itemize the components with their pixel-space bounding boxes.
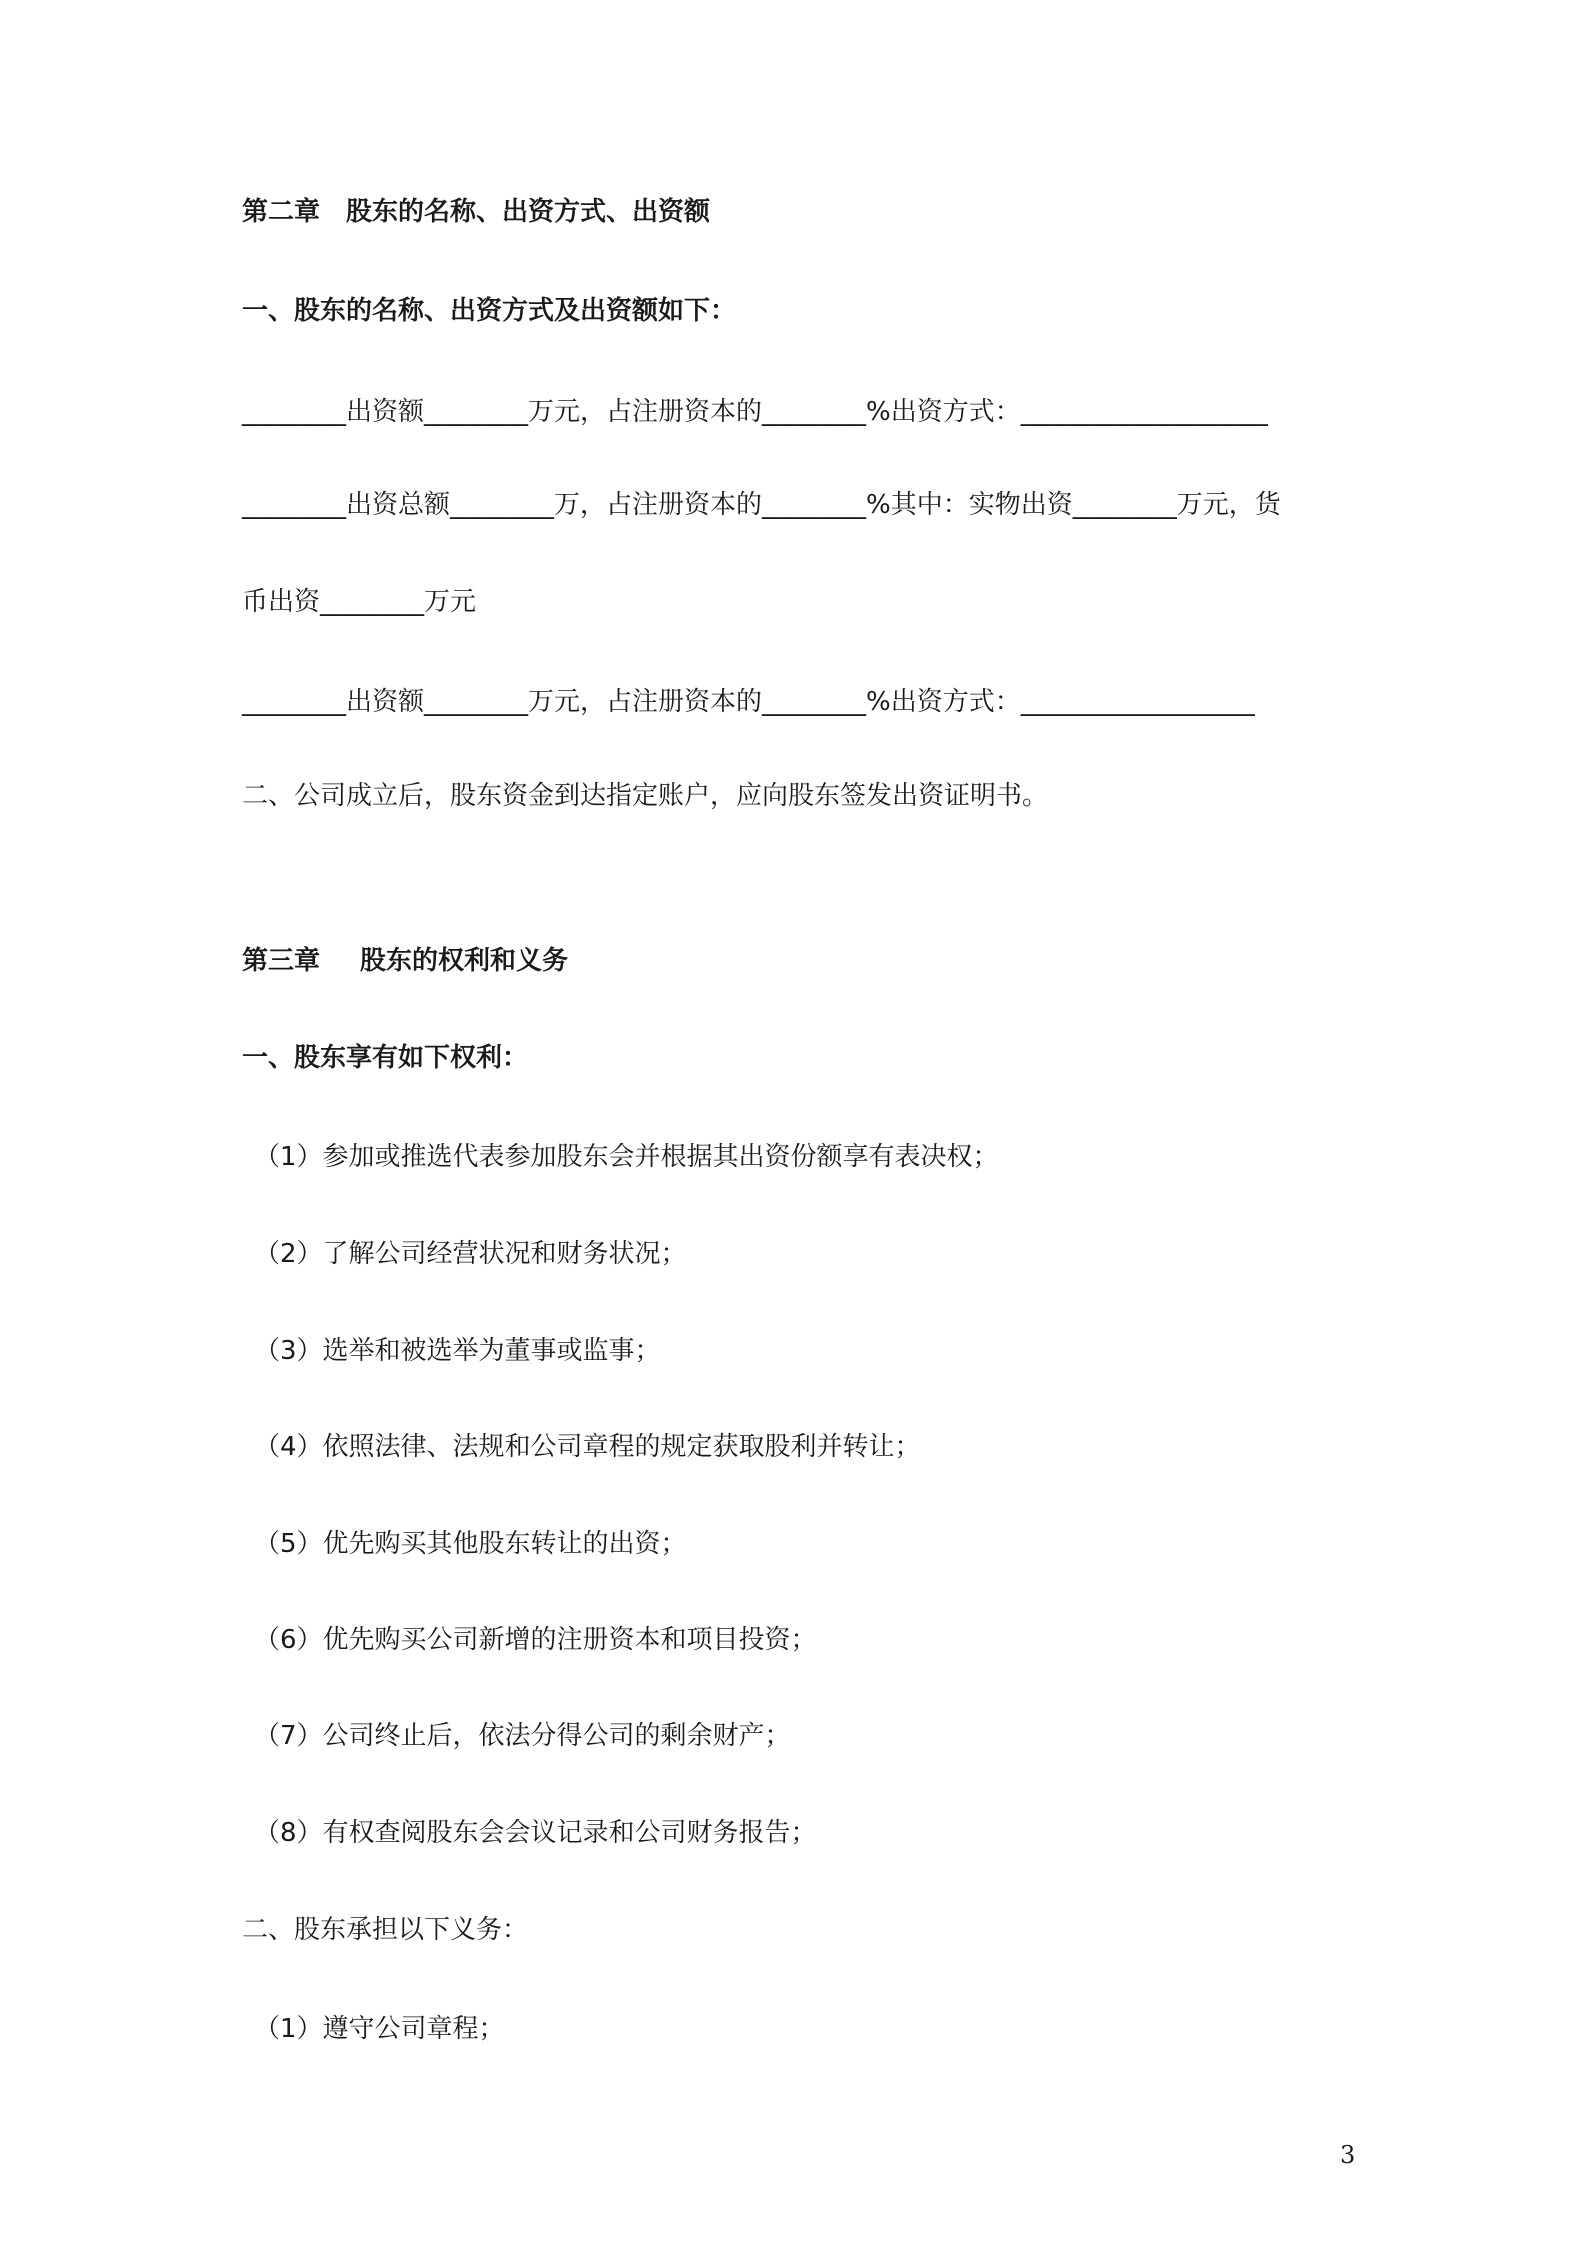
shareholder-line-3: ________出资额________万元，占注册资本的________%出资方式：__________________ (242, 687, 1255, 717)
section-2-1-heading: 一、股东的名称、出资方式及出资额如下： (242, 296, 737, 326)
rights-item: （7）公司终止后，依法分得公司的剩余财产； (254, 1721, 791, 1751)
shareholder-line-2: ________出资总额________万，占注册资本的________%其中：实物出资________万元，货 (242, 490, 1281, 520)
chapter-2-name: 股东的名称、出资方式、出资额 (346, 197, 711, 227)
chapter-2-title (242, 195, 710, 229)
chapter-3-name: 股东的权利和义务 (360, 946, 569, 976)
duties-item: （1）遵守公司章程； (254, 2014, 505, 2044)
rights-item: （4）依照法律、法规和公司章程的规定获取股利并转让； (254, 1432, 921, 1462)
chapter-2-number: 第二章 (242, 197, 321, 227)
chapter-3-number: 第三章 (242, 946, 321, 976)
rights-item: （6）优先购买公司新增的注册资本和项目投资； (254, 1625, 817, 1655)
shareholder-line-2-cont: 币出资________万元 (242, 587, 477, 617)
rights-item: （8）有权查阅股东会会议记录和公司财务报告； (254, 1818, 817, 1848)
duties-heading: 二、股东承担以下义务： (242, 1915, 529, 1945)
page-number: 3 (1340, 2141, 1356, 2169)
rights-item: （2）了解公司经营状况和财务状况； (254, 1239, 687, 1269)
section-2-2-text: 二、公司成立后，股东资金到达指定账户，应向股东签发出资证明书。 (242, 781, 1049, 811)
rights-heading: 一、股东享有如下权利： (242, 1043, 529, 1073)
rights-item: （5）优先购买其他股东转让的出资； (254, 1529, 687, 1559)
chapter-3-title (242, 944, 568, 978)
rights-item: （3）选举和被选举为董事或监事； (254, 1336, 661, 1366)
rights-item: （1）参加或推选代表参加股东会并根据其出资份额享有表决权； (254, 1142, 999, 1172)
shareholder-line-1: ________出资额________万元，占注册资本的________%出资方式：___________________ (242, 397, 1268, 427)
